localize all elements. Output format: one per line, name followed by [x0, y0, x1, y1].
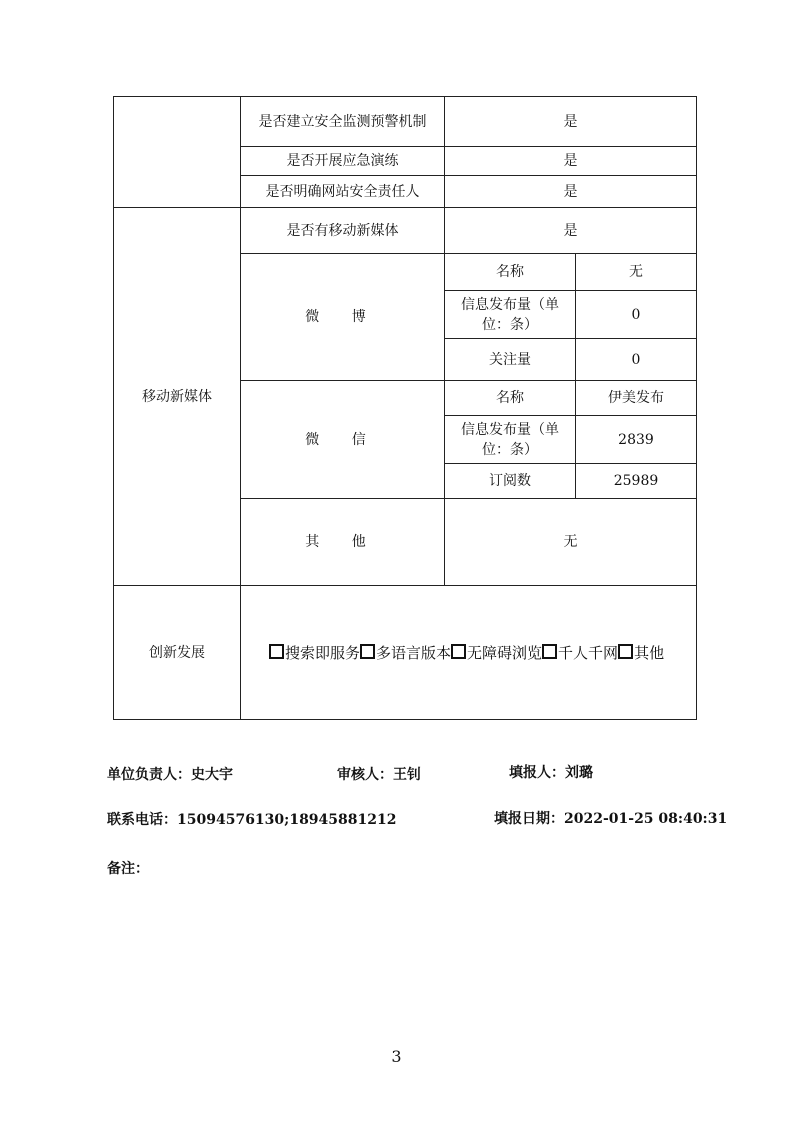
- report-table: [113, 96, 697, 720]
- unit-head-value: 史大宇: [191, 767, 233, 783]
- checkbox-icon: [360, 644, 375, 659]
- weixin-posts-label: 信息发布量（单位：条）: [445, 416, 576, 464]
- date-value: 2022-01-25 08:40:31: [564, 811, 728, 827]
- page-number: 3: [391, 1047, 402, 1066]
- security-section-cell: [114, 97, 241, 208]
- weibo-posts-value: 0: [576, 291, 697, 339]
- other-media-value: 无: [445, 499, 697, 586]
- checkbox-icon: [269, 644, 284, 659]
- security-value-monitoring: 是: [445, 97, 697, 147]
- checkbox-accessible-browsing[interactable]: [451, 644, 542, 662]
- checkbox-icon: [451, 644, 466, 659]
- security-value-drill: 是: [445, 147, 697, 176]
- new-media-section-label: 移动新媒体: [114, 208, 241, 586]
- other-media-label: 其 他: [241, 499, 445, 586]
- weibo-name-value: 无: [576, 254, 697, 291]
- checkbox-other[interactable]: [618, 644, 664, 662]
- security-value-owner: 是: [445, 176, 697, 208]
- contact-phone: [107, 809, 396, 829]
- reviewer-label: 审核人：: [337, 767, 393, 783]
- checkbox-label: 无障碍浏览: [467, 643, 543, 662]
- has-new-media-label: 是否有移动新媒体: [241, 208, 445, 254]
- fill-date: [494, 808, 727, 828]
- innovation-options: [241, 586, 697, 720]
- security-label-owner: 是否明确网站安全责任人: [241, 176, 445, 208]
- checkbox-icon: [542, 644, 557, 659]
- weixin-name-label: 名称: [445, 381, 576, 416]
- weixin-name-value: 伊美发布: [576, 381, 697, 416]
- has-new-media-value: 是: [445, 208, 697, 254]
- weixin-subscribers-value: 25989: [576, 464, 697, 499]
- phone-label: 联系电话：: [107, 812, 177, 828]
- checkbox-search-service[interactable]: [269, 644, 360, 662]
- remark-label: 备注：: [107, 861, 149, 877]
- checkbox-label: 其他: [634, 643, 665, 662]
- weibo-followers-label: 关注量: [445, 339, 576, 381]
- checkbox-label: 搜索即服务: [285, 643, 361, 662]
- checkbox-label: 千人千网: [558, 643, 619, 662]
- weixin-subscribers-label: 订阅数: [445, 464, 576, 499]
- checkbox-personalized[interactable]: [542, 644, 618, 662]
- weibo-name-label: 名称: [445, 254, 576, 291]
- security-label-monitoring: 是否建立安全监测预警机制: [241, 97, 445, 147]
- reviewer-value: 王钊: [393, 767, 421, 783]
- security-label-drill: 是否开展应急演练: [241, 147, 445, 176]
- unit-head: [107, 764, 233, 784]
- weibo-followers-value: 0: [576, 339, 697, 381]
- weibo-posts-label: 信息发布量（单位：条）: [445, 291, 576, 339]
- phone-value: 15094576130;18945881212: [177, 812, 397, 828]
- innovation-label: 创新发展: [114, 586, 241, 720]
- filler-value: 刘璐: [565, 765, 593, 781]
- filler-label: 填报人：: [509, 765, 565, 781]
- date-label: 填报日期：: [494, 811, 564, 827]
- checkbox-label: 多语言版本: [376, 643, 452, 662]
- checkbox-icon: [618, 644, 633, 659]
- checkbox-multi-language[interactable]: [360, 644, 451, 662]
- weixin-label: 微 信: [241, 381, 445, 499]
- unit-head-label: 单位负责人：: [107, 767, 191, 783]
- filler: [509, 762, 593, 782]
- reviewer: [337, 764, 421, 784]
- weixin-posts-value: 2839: [576, 416, 697, 464]
- weibo-label: 微 博: [241, 254, 445, 381]
